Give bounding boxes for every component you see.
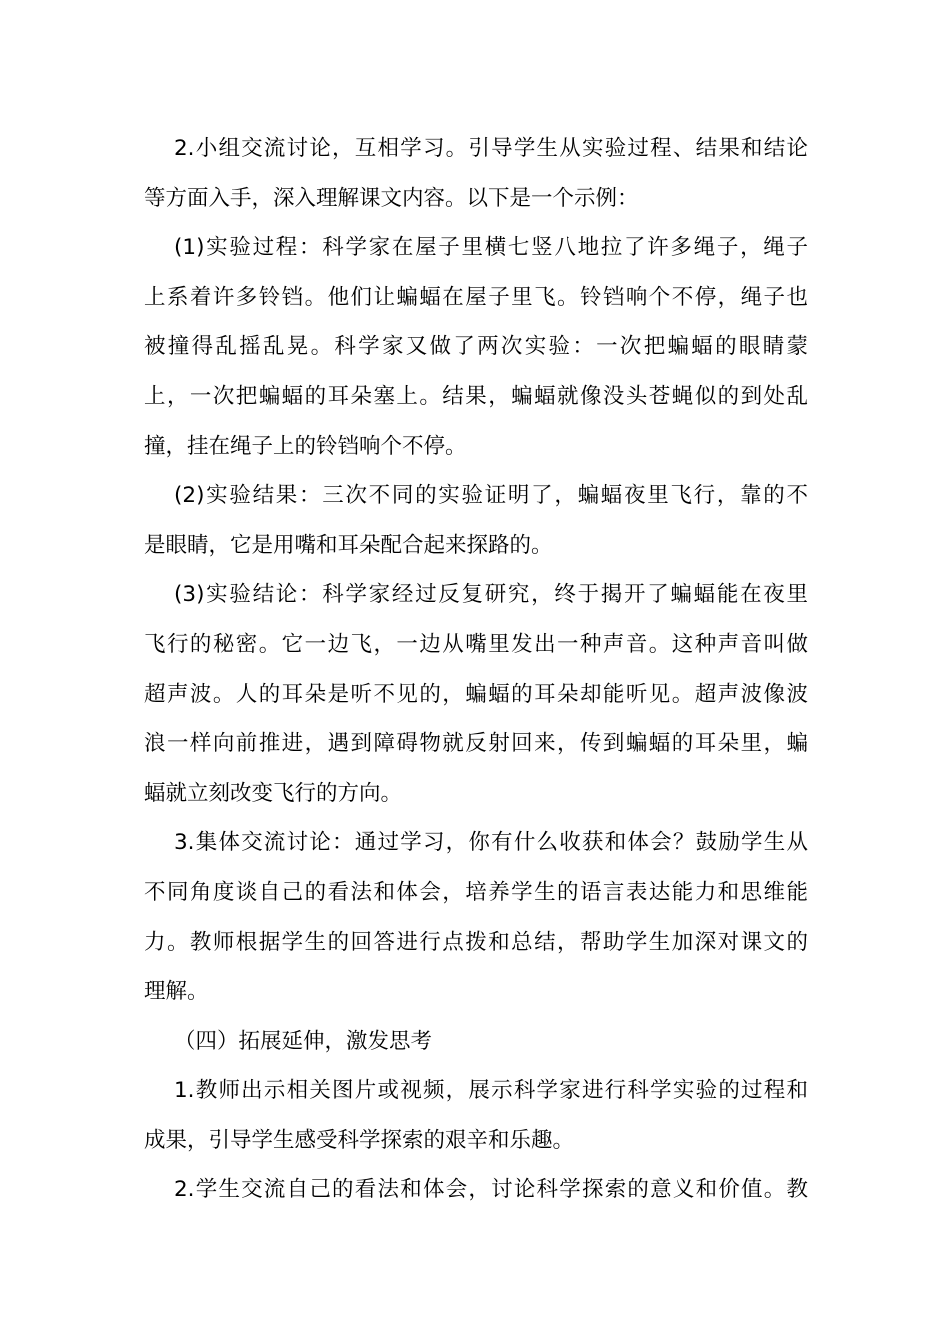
paragraph-experiment-process (144, 223, 808, 471)
text-line: (1)实验过程：科学家在屋子里横七竖八地拉了许多绳子，绳子 (174, 235, 808, 261)
text-line: 成果，引导学生感受科学探索的艰辛和乐趣。 (144, 1127, 575, 1153)
text-line: 是眼睛，它是用嘴和耳朵配合起来探路的。 (144, 532, 553, 558)
section-heading-extension (144, 1017, 808, 1067)
text-line: 上系着许多铃铛。他们让蝙蝠在屋子里飞。铃铛响个不停，绳子也 (144, 284, 808, 310)
text-line: 蝠就立刻改变飞行的方向。 (144, 780, 403, 806)
document-body (144, 124, 808, 1215)
paragraph-group-discussion (144, 124, 808, 223)
text-line: 超声波。人的耳朵是听不见的，蝙蝠的耳朵却能听见。超声波像波 (144, 681, 808, 707)
text-line: 1.教师出示相关图片或视频，展示科学家进行科学实验的过程和 (174, 1078, 808, 1104)
section-heading: （四）拓展延伸，激发思考 (174, 1028, 433, 1054)
text-line: 2.小组交流讨论，互相学习。引导学生从实验过程、结果和结论 (174, 136, 808, 161)
text-line: (2)实验结果：三次不同的实验证明了，蝙蝠夜里飞行，靠的不 (174, 483, 808, 509)
text-line: 3.集体交流讨论：通过学习，你有什么收获和体会？鼓励学生从 (174, 830, 808, 856)
text-line: 不同角度谈自己的看法和体会，培养学生的语言表达能力和思维能 (144, 879, 808, 905)
paragraph-student-exchange (144, 1165, 808, 1215)
text-line: (3)实验结论：科学家经过反复研究，终于揭开了蝙蝠能在夜里 (174, 582, 808, 608)
paragraph-teacher-show (144, 1066, 808, 1165)
text-line: 飞行的秘密。它一边飞，一边从嘴里发出一种声音。这种声音叫做 (144, 631, 808, 657)
text-line: 浪一样向前推进，遇到障碍物就反射回来，传到蝙蝠的耳朵里，蝙 (144, 731, 808, 757)
text-line: 2.学生交流自己的看法和体会，讨论科学探索的意义和价值。教 (174, 1177, 808, 1203)
text-line: 撞，挂在绳子上的铃铛响个不停。 (144, 433, 467, 459)
paragraph-experiment-result (144, 471, 808, 570)
text-line: 理解。 (144, 979, 209, 1005)
text-line: 上，一次把蝙蝠的耳朵塞上。结果，蝙蝠就像没头苍蝇似的到处乱 (144, 383, 808, 409)
paragraph-experiment-conclusion (144, 570, 808, 818)
text-line: 力。教师根据学生的回答进行点拨和总结，帮助学生加深对课文的 (144, 929, 808, 955)
paragraph-collective-discussion (144, 818, 808, 1016)
text-line: 等方面入手，深入理解课文内容。以下是一个示例： (144, 185, 639, 211)
text-line: 被撞得乱摇乱晃。科学家又做了两次实验：一次把蝙蝠的眼睛蒙 (144, 334, 808, 360)
